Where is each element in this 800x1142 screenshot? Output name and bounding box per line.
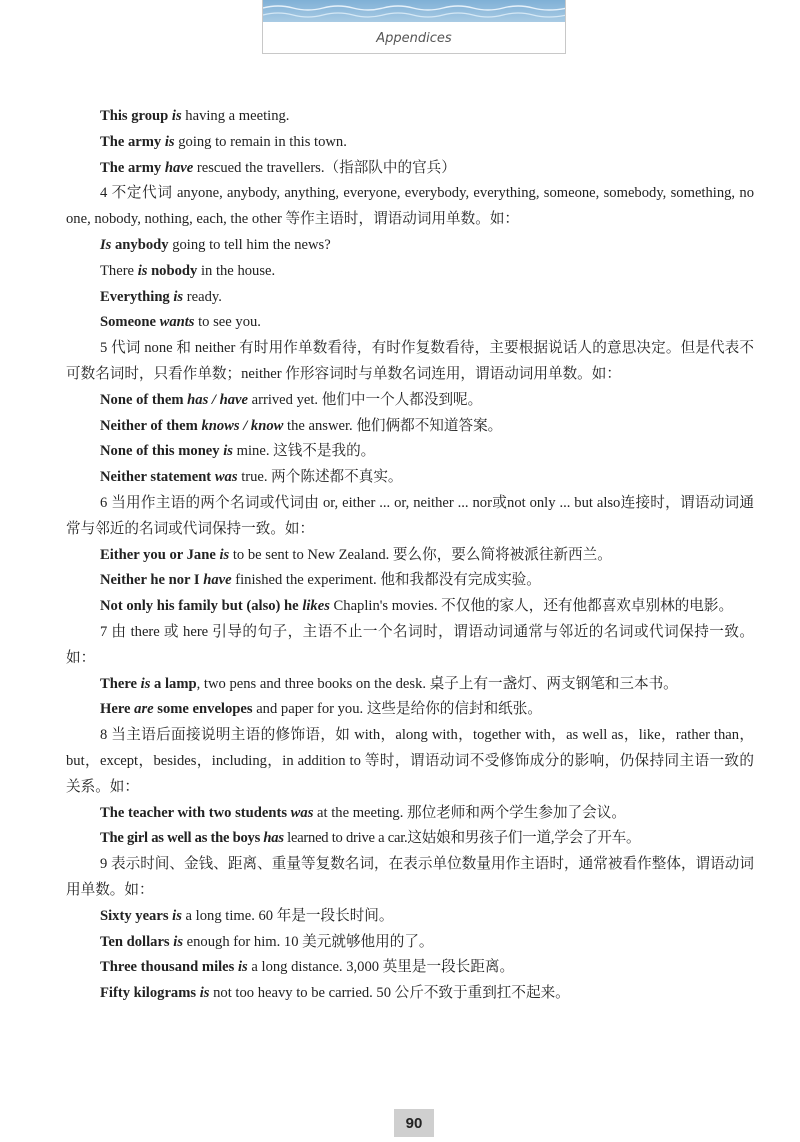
rule-paragraph-8: 8 当主语后面接说明主语的修饰语，如 with，along with，together with，as well as，like，rather than，but，except，besides，including，in addition to 等时，谓语动词不受修饰成分的影响，仍保持同主语一致的关系。如：	[66, 727, 754, 795]
example-sentence: Everything is ready.	[100, 288, 222, 305]
example-sentence: The army have rescued the travellers.（指部队中的官兵）	[100, 159, 456, 176]
wave-decoration-icon	[263, 0, 565, 22]
header-label: Appendices	[376, 31, 452, 46]
header-wave-band	[263, 0, 565, 22]
rule-paragraph-6: 6 当用作主语的两个名词或代词由 or, either ... or, neither ... nor或not only ... but also连接时，谓语动词通常与邻近的名词或代词保持一致。如：	[66, 494, 754, 537]
page-content	[66, 104, 754, 1007]
example-sentence: Is anybody going to tell him the news?	[100, 236, 331, 253]
rule-paragraph-7: 7 由 there 或 here 引导的句子，主语不止一个名词时，谓语动词通常与邻近的名词或代词保持一致。如：	[66, 623, 754, 666]
example-sentence: Neither he nor I have finished the experiment. 他和我都没有完成实验。	[100, 572, 541, 589]
rule-paragraph-4: 4 不定代词 anyone, anybody, anything, everyone, everybody, everything, someone, somebody, something, no one, nobody, nothing, each, the other 等作主语时，谓语动词用单数。如：	[66, 185, 754, 228]
example-sentence: The girl as well as the boys has learned to drive a car.这姑娘和男孩子们一道,学会了开车。	[100, 830, 641, 847]
example-sentence: Here are some envelopes and paper for you. 这些是给你的信封和纸张。	[100, 701, 542, 718]
example-sentence: The teacher with two students was at the meeting. 那位老师和两个学生参加了会议。	[100, 804, 626, 821]
example-sentence: There is a lamp, two pens and three books on the desk. 桌子上有一盏灯、两支钢笔和三本书。	[100, 675, 678, 692]
example-sentence: Neither of them knows / know the answer. 他们俩都不知道答案。	[100, 417, 503, 434]
example-sentence: None of this money is mine. 这钱不是我的。	[100, 443, 376, 460]
example-sentence: Sixty years is a long time. 60 年是一段长时间。	[100, 907, 394, 924]
example-sentence: Either you or Jane is to be sent to New Zealand. 要么你，要么简将被派往新西兰。	[100, 546, 612, 563]
example-sentence: Neither statement was true. 两个陈述都不真实。	[100, 469, 403, 486]
rule-paragraph-5: 5 代词 none 和 neither 有时用作单数看待，有时作复数看待，主要根据说话人的意思决定。但是代表不可数名词时，只看作单数；neither 作形容词时与单数名词连用，谓语动词用单数。如：	[66, 340, 754, 382]
example-sentence: Fifty kilograms is not too heavy to be carried. 50 公斤不致于重到扛不起来。	[100, 985, 570, 1002]
example-sentence: The army is going to remain in this town.	[100, 133, 347, 150]
example-sentence: This group is having a meeting.	[100, 108, 290, 124]
rule-paragraph-9: 9 表示时间、金钱、距离、重量等复数名词，在表示单位数量用作主语时，通常被看作整体，谓语动词用单数。如：	[66, 856, 754, 898]
example-sentence: There is nobody in the house.	[100, 262, 276, 279]
example-sentence: None of them has / have arrived yet. 他们中一个人都没到呢。	[100, 391, 483, 408]
example-sentence: Someone wants to see you.	[100, 314, 261, 331]
example-sentence: Three thousand miles is a long distance. 3,000 英里是一段长距离。	[100, 959, 515, 976]
page-number: 90	[394, 1109, 434, 1137]
example-sentence-wrapped: Not only his family but (also) he likes Chaplin's movies. 不仅他的家人，还有他都喜欢卓别林的电影。	[100, 598, 734, 615]
page-header	[262, 0, 566, 54]
example-sentence: Ten dollars is enough for him. 10 美元就够他用的了。	[100, 933, 434, 950]
